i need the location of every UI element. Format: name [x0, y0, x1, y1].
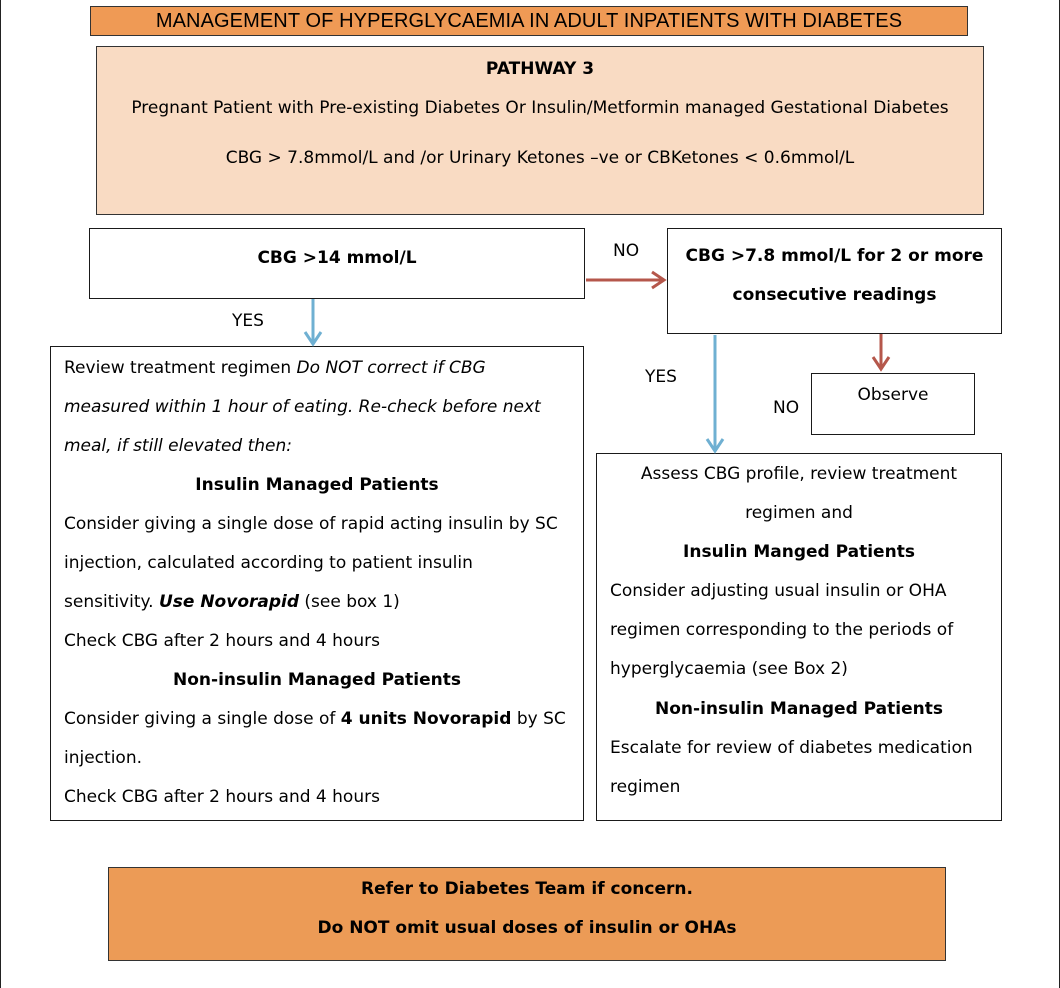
right-insulin-heading: Insulin Manged Patients	[683, 542, 915, 562]
right-line1: Assess CBG profile, review treatment	[640, 464, 958, 484]
pathway-criteria: CBG > 7.8mmol/L and /or Urinary Ketones –ve or CBKetones < 0.6mmol/L	[225, 148, 855, 168]
observe-label: Observe	[857, 385, 929, 405]
left-intro-line3: meal, if still elevated then:	[64, 436, 293, 456]
right-insulin-line3: hyperglycaemia (see Box 2)	[610, 659, 848, 679]
decision-cbg-over-14-label: CBG >14 mmol/L	[257, 248, 417, 268]
pathway-heading: PATHWAY 3	[485, 59, 595, 79]
left-intro-text: Review treatment regimen	[64, 358, 297, 378]
refer-line2: Do NOT omit usual doses of insulin or OHAs	[317, 918, 737, 938]
right-noninsulin-heading: Non-insulin Managed Patients	[655, 699, 943, 719]
page-title: MANAGEMENT OF HYPERGLYCAEMIA IN ADULT INPATIENTS WITH DIABETES	[90, 6, 968, 36]
left-intro-warning: Do NOT correct if CBG	[296, 358, 486, 378]
decision-cbg-over-7-8-line2: consecutive readings	[732, 285, 937, 305]
left-insulin-line3-text: sensitivity.	[64, 592, 159, 612]
label-yes-right: YES	[645, 367, 677, 387]
label-no-top: NO	[613, 241, 640, 261]
pathway-description: Pregnant Patient with Pre-existing Diabetes Or Insulin/Metformin managed Gestational Diabetes	[131, 98, 949, 118]
right-line2: regimen and	[745, 503, 853, 523]
right-noninsulin-line1: Escalate for review of diabetes medication	[610, 738, 973, 758]
arrow-no-to-decision2	[586, 272, 664, 288]
left-noninsulin-line2: injection.	[64, 748, 142, 768]
left-noninsulin-heading: Non-insulin Managed Patients	[173, 670, 461, 690]
right-insulin-line2: regimen corresponding to the periods of	[610, 620, 954, 640]
left-noninsulin-route: by SC	[511, 709, 566, 729]
label-yes-left: YES	[232, 311, 264, 331]
arrow-yes-right	[707, 335, 723, 451]
left-intro-line2: measured within 1 hour of eating. Re-check before next	[64, 397, 541, 417]
left-noninsulin-line3: Check CBG after 2 hours and 4 hours	[64, 787, 380, 807]
left-insulin-line1: Consider giving a single dose of rapid acting insulin by SC	[64, 514, 558, 534]
arrow-no-to-observe	[873, 334, 889, 369]
left-noninsulin-dose: 4 units Novorapid	[340, 709, 512, 729]
left-noninsulin-text: Consider giving a single dose of	[64, 709, 341, 729]
left-insulin-line2: injection, calculated according to patient insulin	[64, 553, 473, 573]
left-insulin-heading: Insulin Managed Patients	[195, 475, 439, 495]
left-insulin-ref: (see box 1)	[299, 592, 400, 612]
right-noninsulin-line2: regimen	[610, 777, 681, 797]
refer-line1: Refer to Diabetes Team if concern.	[361, 879, 693, 899]
right-insulin-line1: Consider adjusting usual insulin or OHA	[610, 581, 947, 601]
decision-cbg-over-7-8-line1: CBG >7.8 mmol/L for 2 or more	[685, 246, 984, 266]
label-no-observe: NO	[773, 398, 800, 418]
arrow-yes-left	[305, 299, 321, 344]
left-insulin-drug: Use Novorapid	[158, 592, 300, 612]
left-insulin-line4: Check CBG after 2 hours and 4 hours	[64, 631, 380, 651]
